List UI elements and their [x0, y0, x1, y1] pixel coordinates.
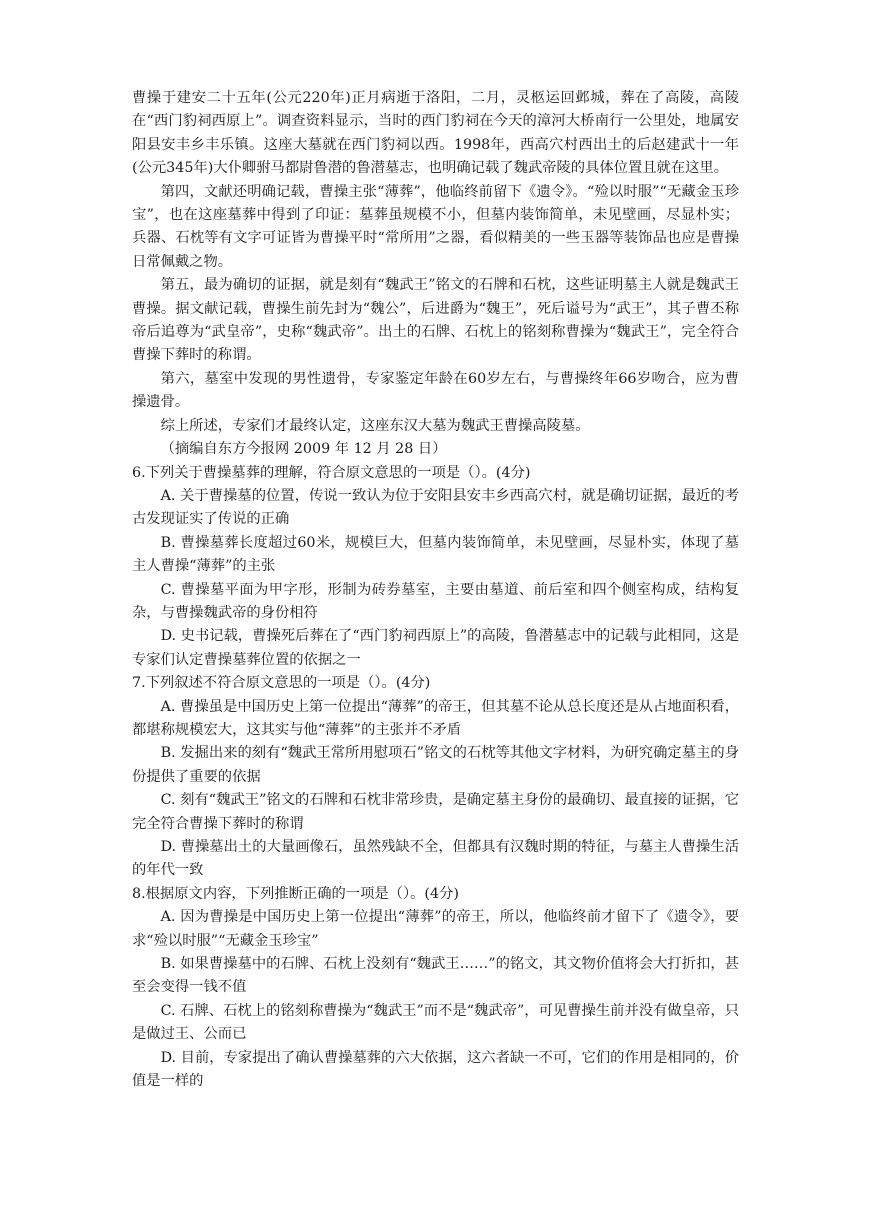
question-7-stem: 7.下列叙述不符合原文意思的一项是（）。(4分): [132, 675, 431, 692]
question-8-option-b: B. 如果曹操墓中的石牌、石枕上没刻有“魏武王……”的铭文，其文物价值将会大打折扣，甚至会变得一钱不值: [132, 956, 739, 996]
question-8-option-c: C. 石牌、石枕上的铭刻称曹操为“魏武王”而不是“魏武帝”，可见曹操生前并没有做皇帝，只是做过王、公而已: [132, 1002, 739, 1043]
article-paragraph-1: 曹操于建安二十五年(公元220年)正月病逝于洛阳，二月，灵柩运回邺城，葬在了高陵，高陵在“西门豹祠西原上”。调查资料显示，当时的西门豹祠在今天的漳河大桥南行一公里处，地属安阳县安丰乡丰乐镇。这座大墓就在西门豹祠以西。1998年，西高穴村西出土的后赵建武十一年(公元345年)大仆卿驸马都尉鲁潜的鲁潜墓志，也明确记载了魏武帝陵的具体位置且就在这里。: [132, 90, 739, 177]
question-8-stem: 8.根据原文内容，下列推断正确的一项是（）。(4分): [132, 885, 459, 902]
article-paragraph-2: 第四，文献还明确记载，曹操主张“薄葬”，他临终前留下《遗令》。“殓以时服”“无藏金玉珍宝”，也在这座墓葬中得到了印证：墓葬虽规模不小，但墓内装饰简单，未见壁画，尽显朴实；兵器、石枕等有文字可证皆为曹操平时“常所用”之器，看似精美的一些玉器等装饰品也应是曹操日常佩戴之物。: [132, 183, 739, 270]
article-conclusion: 综上所述，专家们才最终认定，这座东汉大墓为魏武王曹操高陵墓。: [160, 417, 590, 434]
question-6-option-c: C. 曹操墓平面为甲字形，形制为砖券墓室，主要由墓道、前后室和四个侧室构成，结构复杂，与曹操魏武帝的身份相符: [132, 581, 739, 621]
question-7: [132, 672, 739, 883]
question-6-option-d: D. 史书记载，曹操死后葬在了“西门豹祠西原上”的高陵，鲁潜墓志中的记载与此相同，这是专家们认定曹操墓葬位置的依据之一: [132, 628, 739, 668]
question-6: [132, 462, 739, 673]
article-paragraph-4: 第六，墓室中发现的男性遗骨，专家鉴定年龄在60岁左右，与曹操终年66岁吻合，应为曹操遗骨。: [132, 370, 739, 411]
question-7-option-a: A. 曹操虽是中国历史上第一位提出“薄葬”的帝王，但其墓不论从总长度还是从占地面积看，都堪称规模宏大，这其实与他“薄葬”的主张并不矛盾: [132, 698, 739, 738]
article-source: （摘编自东方今报网 2009 年 12 月 28 日）: [160, 441, 447, 458]
question-8: [132, 883, 739, 1094]
question-7-option-d: D. 曹操墓出土的大量画像石，虽然残缺不全，但都具有汉魏时期的特征，与墓主人曹操生活的年代一致: [132, 839, 739, 879]
question-6-option-a: A. 关于曹操墓的位置，传说一致认为位于安阳县安丰乡西高穴村，就是确切证据，最近的考古发现证实了传说的正确: [132, 487, 739, 528]
question-6-option-b: B. 曹操墓葬长度超过60米，规模巨大，但墓内装饰简单，未见壁画，尽显朴实，体现了墓主人曹操“薄葬”的主张: [132, 534, 739, 575]
article-paragraph-3: 第五，最为确切的证据，就是刻有“魏武王”铭文的石牌和石枕，这些证明墓主人就是魏武王曹操。据文献记载，曹操生前先封为“魏公”，后进爵为“魏王”，死后谥号为“武王”，其子曹丕称帝后追尊为“武皇帝”，史称“魏武帝”。出土的石牌、石枕上的铭刻称曹操为“魏武王”，完全符合曹操下葬时的称谓。: [132, 277, 739, 364]
question-6-stem: 6.下列关于曹操墓葬的理解，符合原文意思的一项是（）。(4分): [132, 464, 531, 481]
question-8-option-a: A. 因为曹操是中国历史上第一位提出“薄葬”的帝王，所以，他临终前才留下了《遗令》，要求“殓以时服”“无藏金玉珍宝”: [132, 909, 739, 949]
question-8-option-d: D. 目前，专家提出了确认曹操墓葬的六大依据，这六者缺一不可，它们的作用是相同的，价值是一样的: [132, 1049, 739, 1090]
question-7-option-b: B. 发掘出来的刻有“魏武王常所用慰项石”铭文的石枕等其他文字材料，为研究确定墓主的身份提供了重要的依据: [132, 745, 739, 785]
question-7-option-c: C. 刻有“魏武王”铭文的石牌和石枕非常珍贵，是确定墓主身份的最确切、最直接的证据，它完全符合曹操下葬时的称谓: [132, 792, 739, 832]
